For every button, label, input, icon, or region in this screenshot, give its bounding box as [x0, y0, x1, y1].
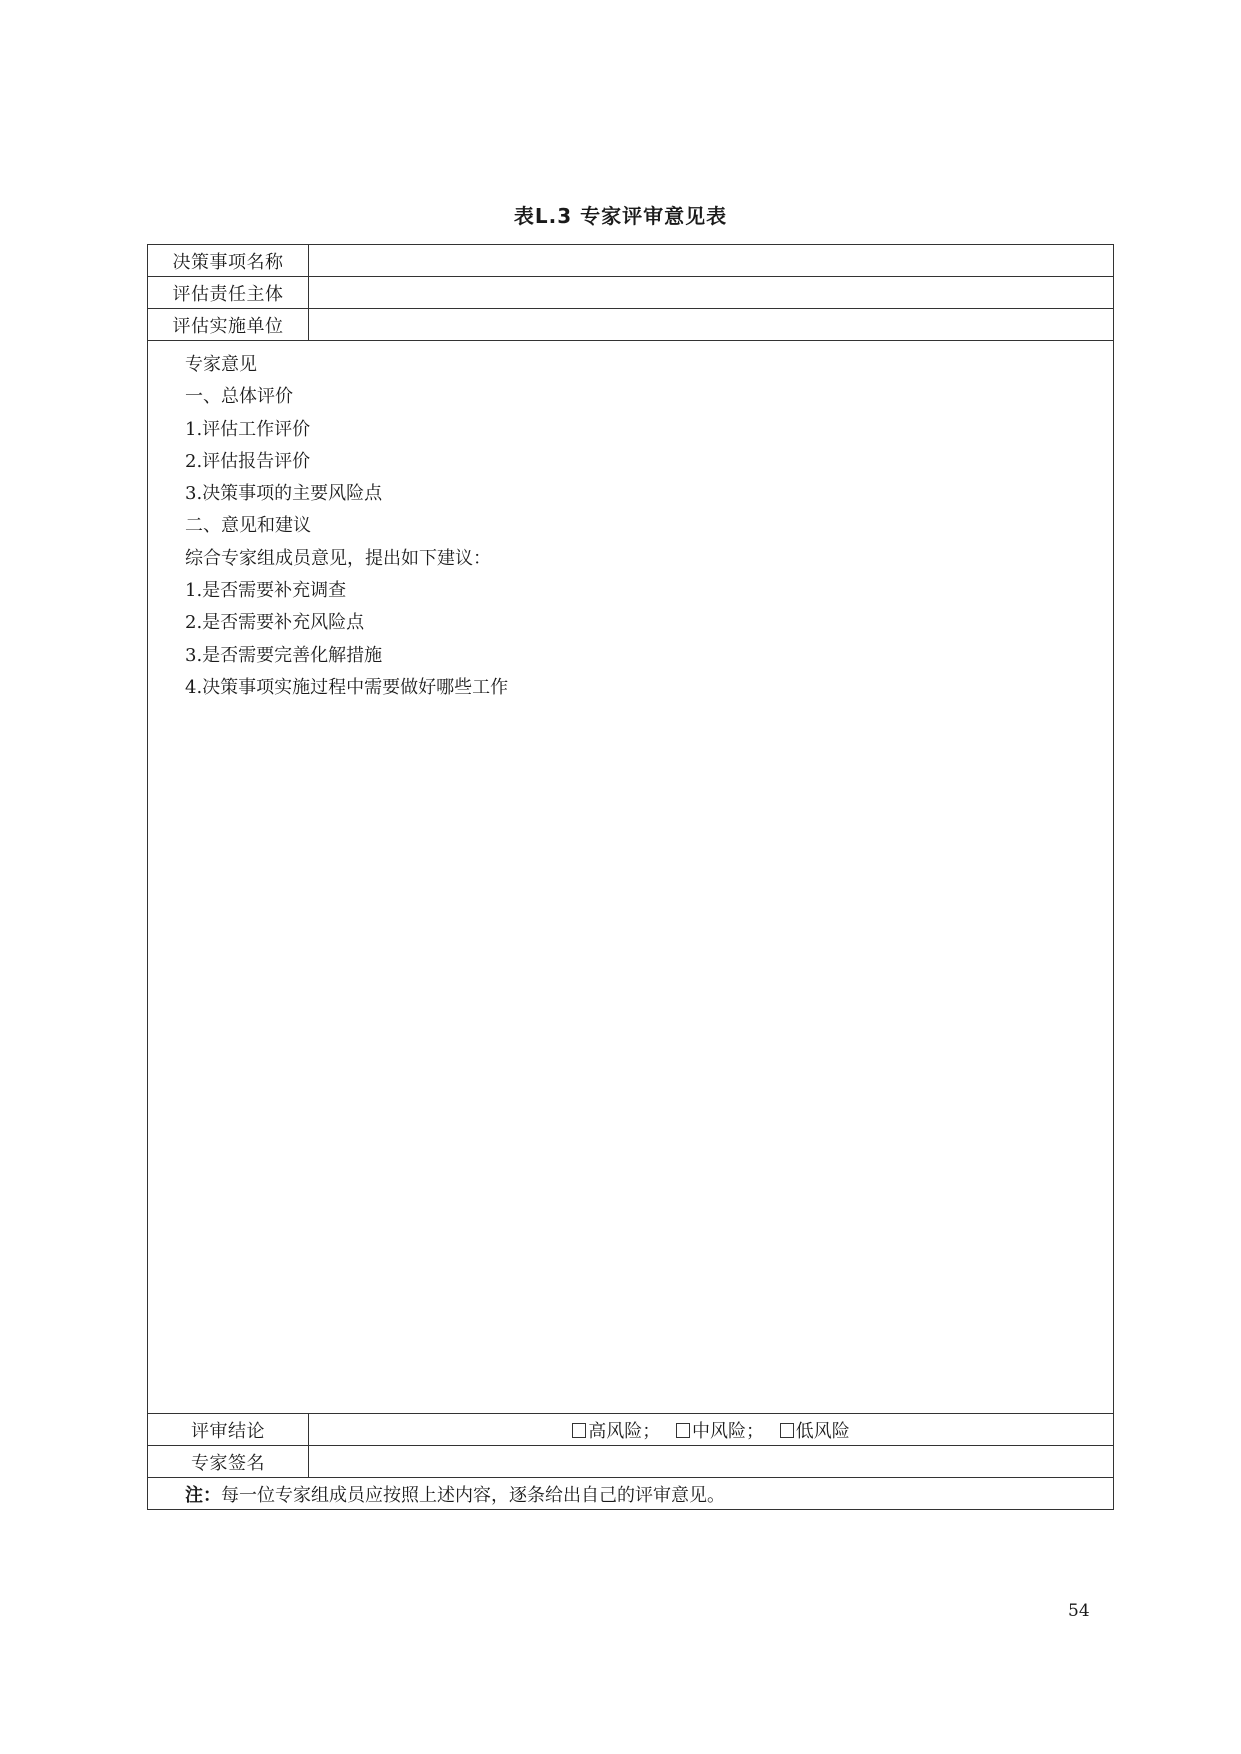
opinion-area[interactable] — [148, 341, 1114, 1414]
medium-risk-label: 中风险； — [692, 1420, 764, 1442]
high-risk-label: 高风险； — [588, 1420, 661, 1442]
opinion-line: 综合专家组成员意见，提出如下建议： — [185, 547, 491, 569]
low-risk-checkbox[interactable] — [780, 1423, 794, 1438]
responsible-party-label: 评估责任主体 — [148, 277, 309, 309]
opinion-line: 3.决策事项的主要风险点 — [185, 483, 383, 505]
note-text: 每一位专家组成员应按照上述内容，逐条给出自己的评审意见。 — [221, 1484, 725, 1506]
low-risk-option[interactable] — [780, 1421, 850, 1442]
medium-risk-checkbox[interactable] — [676, 1423, 690, 1438]
note-cell — [148, 1478, 1114, 1510]
row-decision-name — [148, 245, 1114, 277]
decision-name-label: 决策事项名称 — [148, 245, 309, 277]
implementing-unit-label: 评估实施单位 — [148, 309, 309, 341]
high-risk-option[interactable] — [572, 1421, 660, 1442]
implementing-unit-field[interactable] — [309, 309, 1114, 341]
decision-name-field[interactable] — [309, 245, 1114, 277]
page-number: 54 — [1068, 1601, 1090, 1621]
opinion-line: 3.是否需要完善化解措施 — [185, 644, 383, 666]
row-opinion — [148, 341, 1114, 1414]
opinion-line: 4.决策事项实施过程中需要做好哪些工作 — [185, 676, 509, 698]
opinion-line: 一、总体评价 — [185, 386, 293, 408]
table-title: 表L.3 专家评审意见表 — [513, 204, 728, 228]
opinion-line: 2.评估报告评价 — [185, 450, 311, 472]
row-signature — [148, 1446, 1114, 1478]
row-responsible-party — [148, 277, 1114, 309]
opinion-line: 2.是否需要补充风险点 — [185, 612, 365, 634]
opinion-line: 二、意见和建议 — [185, 515, 311, 537]
signature-field[interactable] — [309, 1446, 1114, 1478]
row-conclusion — [148, 1414, 1114, 1446]
signature-label: 专家签名 — [148, 1446, 309, 1478]
conclusion-options — [309, 1414, 1114, 1446]
responsible-party-field[interactable] — [309, 277, 1114, 309]
opinion-line: 1.评估工作评价 — [185, 418, 311, 440]
expert-review-form — [147, 244, 1114, 1510]
medium-risk-option[interactable] — [676, 1421, 764, 1442]
row-note — [148, 1478, 1114, 1510]
opinion-line: 专家意见 — [185, 354, 257, 375]
row-implementing-unit — [148, 309, 1114, 341]
conclusion-label: 评审结论 — [148, 1414, 309, 1446]
high-risk-checkbox[interactable] — [572, 1423, 586, 1438]
opinion-line: 1.是否需要补充调查 — [185, 580, 347, 602]
low-risk-label: 低风险 — [795, 1420, 850, 1442]
note-label: 注： — [185, 1484, 221, 1506]
